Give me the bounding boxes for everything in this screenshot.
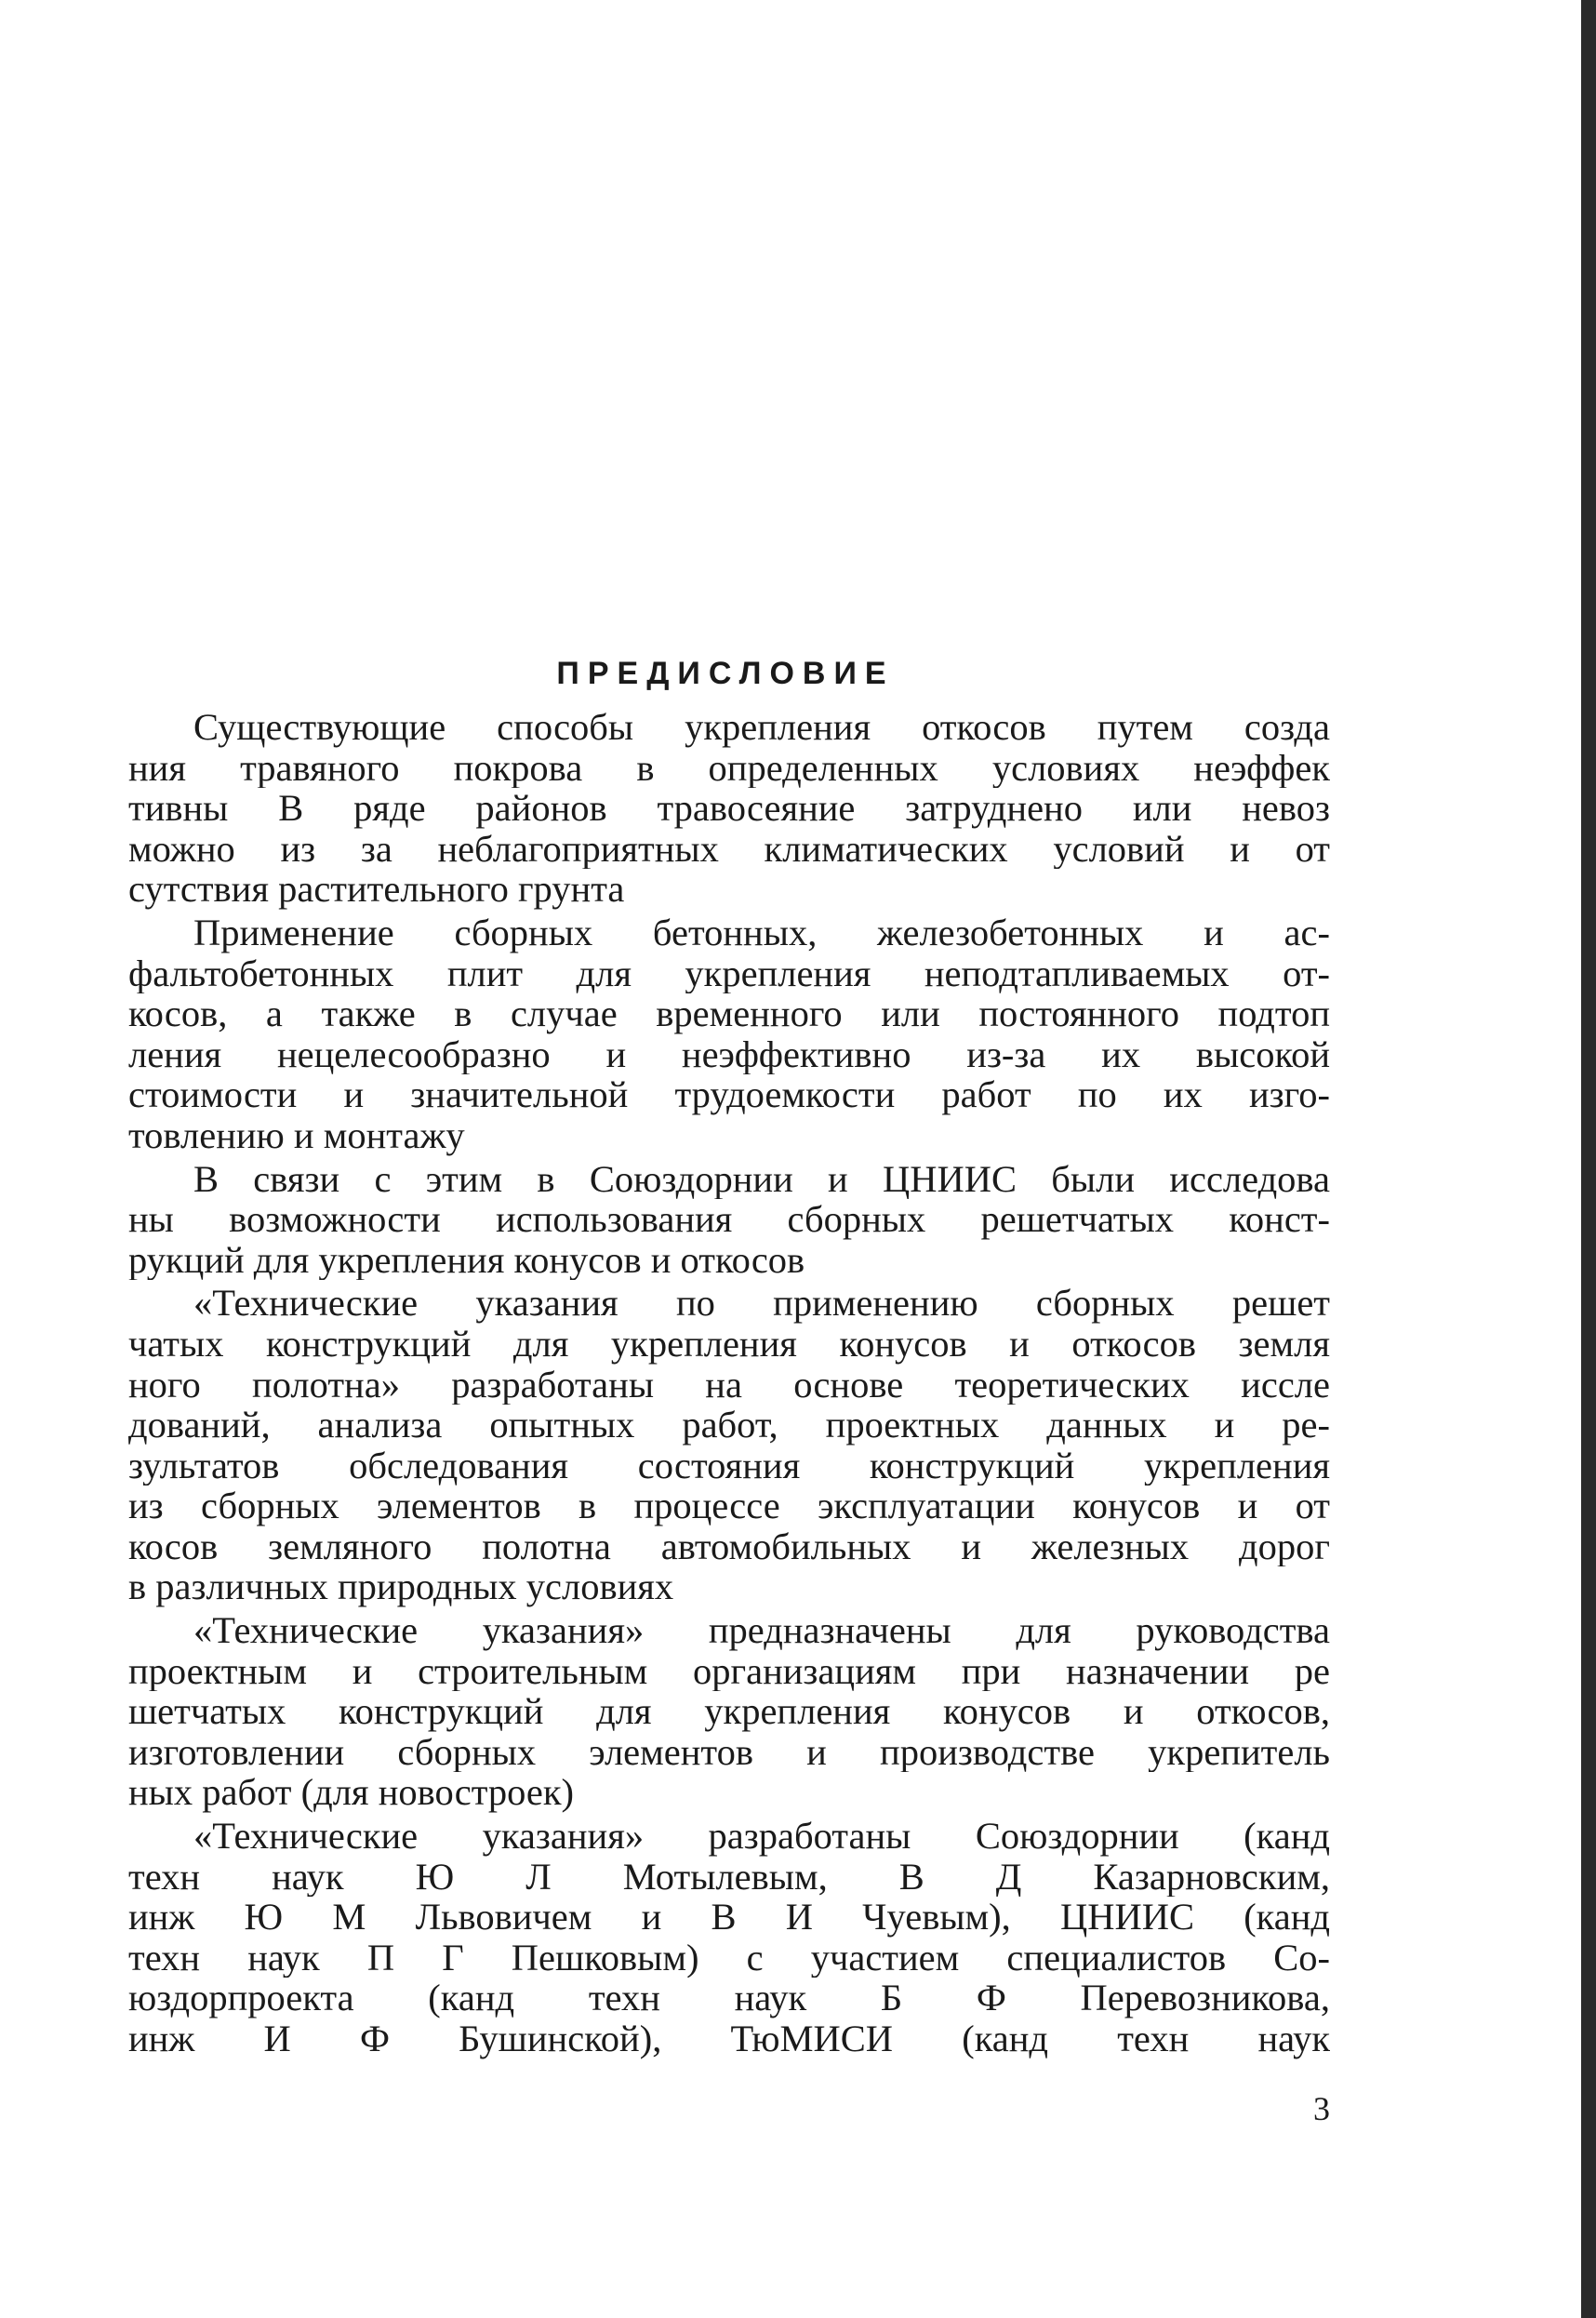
paragraph: [128, 1159, 1330, 1281]
text-line: ны возможности использования сборных решетчатых конст-: [128, 1199, 1330, 1240]
text-line: проектным и строительным организациям при назначении ре: [128, 1650, 1330, 1692]
text-line: в различных природных условиях: [128, 1566, 674, 1608]
text-line: Применение сборных бетонных, железобетонных и ас-: [193, 912, 1330, 953]
text-line: ного полотна» разработаны на основе теоретических иссле: [128, 1364, 1330, 1405]
paragraph: [128, 707, 1330, 910]
text-line: «Технические указания» разработаны Союздорнии (канд: [193, 1816, 1330, 1857]
text-line: стоимости и значительной трудоемкости работ по их изго-: [128, 1074, 1330, 1115]
text-line: изготовлении сборных элементов и производстве укрепитель: [128, 1731, 1330, 1773]
body-text: [128, 707, 1330, 2062]
page-title: ПРЕДИСЛОВИЕ: [556, 656, 895, 691]
text-line: дований, анализа опытных работ, проектных данных и ре-: [128, 1405, 1330, 1445]
page-edge-shadow: [1581, 0, 1596, 2318]
text-line: фальтобетонных плит для укрепления неподтапливаемых от-: [128, 953, 1330, 994]
text-line: рукций для укрепления конусов и откосов: [128, 1239, 805, 1281]
text-line: техн наук Ю Л Мотылевым, В Д Казарновским,: [128, 1856, 1330, 1898]
text-line: косов, а также в случае временного или постоянного подтоп: [128, 993, 1330, 1034]
text-line: шетчатых конструкций для укрепления конусов и откосов,: [128, 1691, 1330, 1732]
paragraph: [128, 913, 1330, 1156]
paragraph: [128, 1610, 1330, 1813]
text-line: сутствия растительного грунта: [128, 869, 625, 910]
text-line: Существующие способы укрепления откосов путем созда: [193, 707, 1330, 748]
text-line: инж И Ф Бушинской), ТюМИСИ (канд техн наук: [128, 2018, 1330, 2059]
text-line: товлению и монтажу: [128, 1114, 465, 1156]
text-line: техн наук П Г Пешковым) с участием специалистов Со-: [128, 1937, 1330, 1978]
text-line: косов земляного полотна автомобильных и железных дорог: [128, 1525, 1330, 1567]
text-line: можно из за неблагоприятных климатических условий и от: [128, 828, 1330, 870]
text-line: зультатов обследования состояния конструкций укрепления: [128, 1445, 1330, 1486]
page-number: 3: [1313, 2090, 1330, 2127]
text-line: «Технические указания» предназначены для руководства: [193, 1610, 1330, 1651]
paragraph: [128, 1283, 1330, 1607]
text-line: «Технические указания по применению сборных решет: [193, 1283, 1330, 1324]
text-line: В связи с этим в Союздорнии и ЦНИИС были исследова: [193, 1158, 1330, 1200]
text-line: из сборных элементов в процессе эксплуатации конусов и от: [128, 1485, 1330, 1526]
paragraph: [128, 1816, 1330, 2059]
text-line: ления нецелесообразно и неэффективно из-за их высокой: [128, 1033, 1330, 1075]
text-line: инж Ю М Львовичем и В И Чуевым), ЦНИИС (канд: [128, 1897, 1330, 1938]
text-line: ния травяного покрова в определенных условиях неэффек: [128, 747, 1330, 789]
text-line: юздорпроекта (канд техн наук Б Ф Перевозникова,: [128, 1978, 1330, 2018]
text-line: чатых конструкций для укрепления конусов и откосов земля: [128, 1323, 1330, 1365]
text-line: ных работ (для новостроек): [128, 1772, 575, 1814]
text-line: тивны В ряде районов травосеяние затруднено или невоз: [128, 788, 1330, 829]
